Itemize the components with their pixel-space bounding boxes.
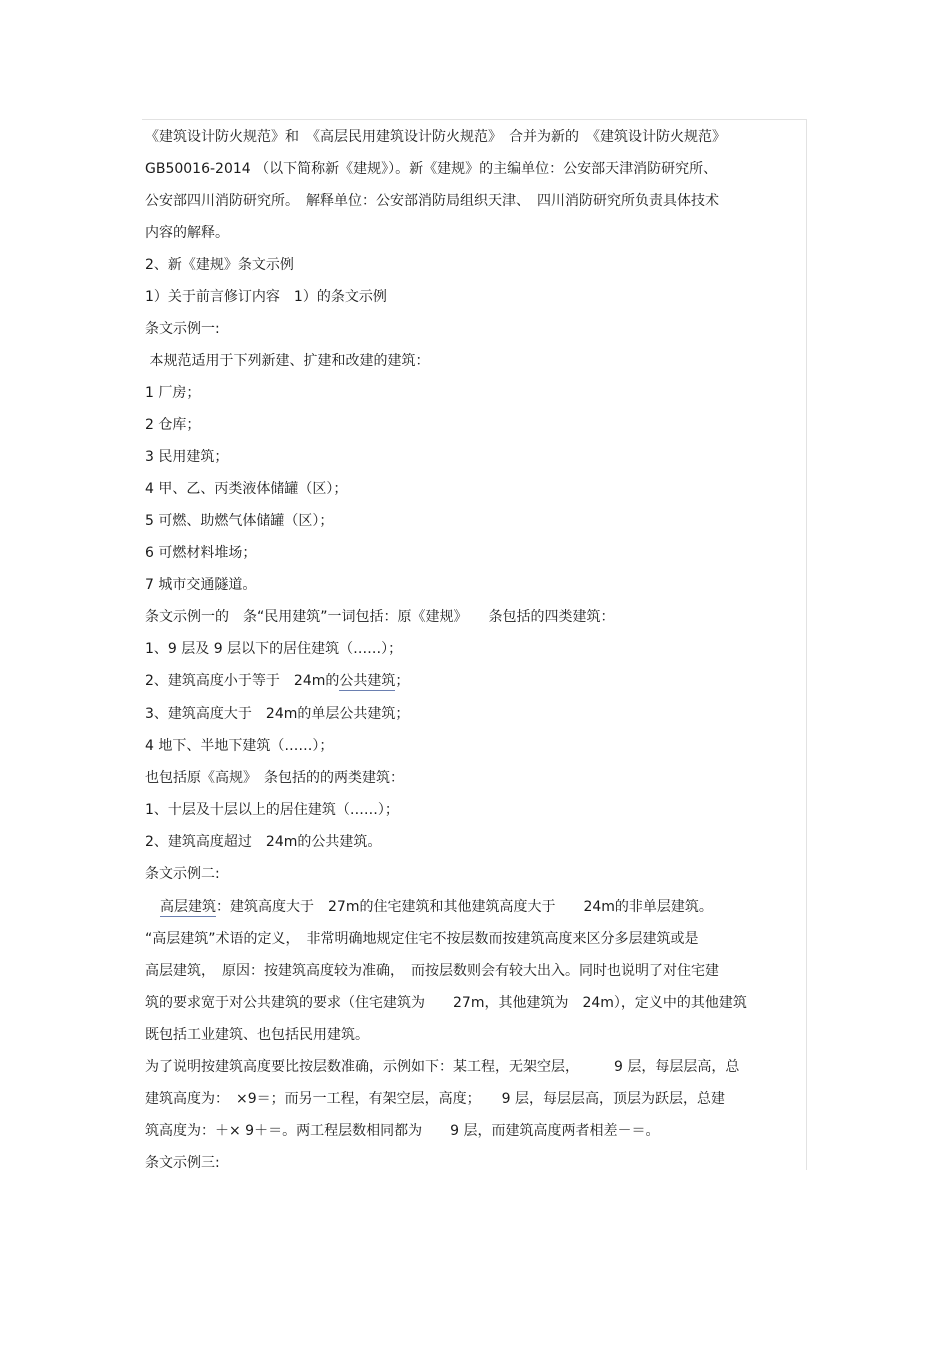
list-item <box>145 672 409 690</box>
list-item: 6 可燃材料堆场； <box>145 545 257 561</box>
text-line: GB50016-2014 （以下简称新《建规》）。新《建规》的主编单位：公安部天津消防研究所、 <box>145 161 718 177</box>
list-item: 3 民用建筑； <box>145 449 229 465</box>
list-item: 1、十层及十层以上的居住建筑（……）； <box>145 802 399 818</box>
section-heading: 2、新《建规》条文示例 <box>145 257 294 273</box>
text-line: 本规范适用于下列新建、扩建和改建的建筑： <box>145 353 430 369</box>
list-item: 4 地下、半地下建筑（……）； <box>145 738 334 754</box>
punctuation: ； <box>395 673 410 689</box>
text-line: 内容的解释。 <box>145 225 229 241</box>
text-line: 也包括原《高规》 条包括的的两类建筑： <box>145 770 404 786</box>
example-heading: 条文示例三: <box>145 1155 220 1171</box>
definition-line <box>160 898 713 916</box>
list-item: 1、9 层及 9 层以下的居住建筑（……）； <box>145 641 403 657</box>
text-line: 高层建筑， 原因：按建筑高度较为准确， 而按层数则会有较大出入。同时也说明了对住宅建 <box>145 963 719 979</box>
text-line: 1）关于前言修订内容 1）的条文示例 <box>145 289 387 305</box>
text-line: 条文示例一的 条“民用建筑”一词包括：原《建规》 条包括的四类建筑： <box>145 609 615 625</box>
text-line: “高层建筑”术语的定义， 非常明确地规定住宅不按层数而按建筑高度来区分多层建筑或是 <box>145 931 699 947</box>
text-line: 为了说明按建筑高度要比按层数准确，示例如下：某工程，无架空层， 9 层，每层层高，总 <box>145 1059 740 1075</box>
list-item: 7 城市交通隧道。 <box>145 577 257 593</box>
list-item: 2 仓库； <box>145 417 201 433</box>
list-item: 3、建筑高度大于 24m的单层公共建筑； <box>145 706 410 722</box>
list-item: 2、建筑高度超过 24m的公共建筑。 <box>145 834 382 850</box>
text-line: 筑高度为：＋× 9＋＝。两工程层数相同都为 9 层，而建筑高度两者相差－＝。 <box>145 1123 660 1139</box>
list-item: 5 可燃、助燃气体储罐（区）； <box>145 513 334 529</box>
example-heading: 条文示例二: <box>145 866 220 882</box>
text-line: 既包括工业建筑、也包括民用建筑。 <box>145 1027 369 1043</box>
list-item: 4 甲、乙、丙类液体储罐（区）； <box>145 481 348 497</box>
text-line: 建筑高度为： ×9＝；而另一工程，有架空层，高度； 9 层，每层层高，顶层为跃层，总建 <box>145 1091 725 1107</box>
text-line: 公安部四川消防研究所。 解释单位：公安部消防局组织天津、 四川消防研究所负责具体技术 <box>145 193 719 209</box>
text-line: 筑的要求宽于对公共建筑的要求（住宅建筑为 27m，其他建筑为 24m），定义中的其他建筑 <box>145 995 747 1011</box>
text-line: 《建筑设计防火规范》和 《高层民用建筑设计防火规范》 合并为新的 《建筑设计防火规范》 <box>145 129 726 145</box>
example-heading: 条文示例一: <box>145 321 220 337</box>
definition-text: ：建筑高度大于 27m的住宅建筑和其他建筑高度大于 24m的非单层建筑。 <box>216 899 713 915</box>
list-item-text: 2、建筑高度小于等于 24m的 <box>145 673 340 689</box>
term-high-rise: 高层建筑 <box>160 899 216 915</box>
list-item: 1 厂房； <box>145 385 201 401</box>
term-public-building: 公共建筑 <box>339 673 396 689</box>
